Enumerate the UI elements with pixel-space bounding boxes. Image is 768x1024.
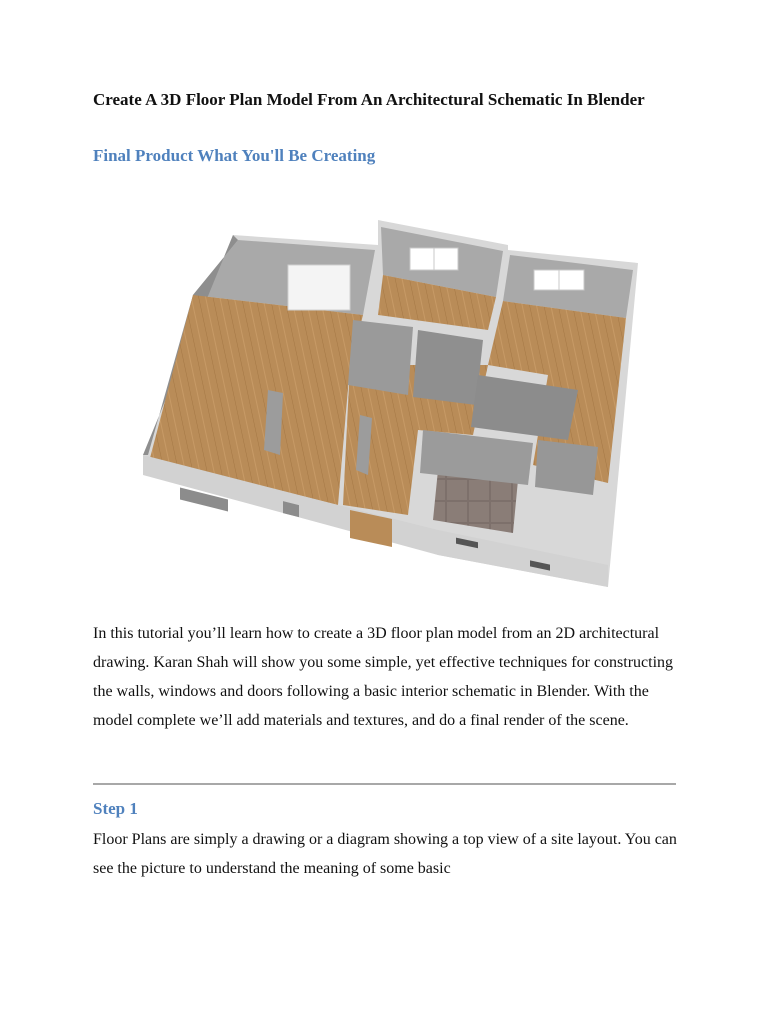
partition-wall-closet: [348, 320, 413, 395]
section-divider: [93, 783, 676, 785]
intro-paragraph: In this tutorial you’ll learn how to create a 3D floor plan model from an 2D architectural drawing. Karan Shah will show you some simple, yet effective techniques for constructing the walls, windows and doors following a basic interior schematic in Blender. With the model complete we’ll add materials and textures, and do a final render of the scene.: [93, 625, 674, 729]
partition-wall-center: [413, 330, 483, 405]
section-subtitle: Final Product What You'll Be Creating: [93, 146, 376, 165]
floor-plan-render-image: [138, 215, 638, 590]
small-room-wall: [535, 440, 598, 495]
window-living-room: [288, 265, 350, 310]
document-title: Create A 3D Floor Plan Model From An Architectural Schematic In Blender: [93, 90, 645, 109]
floor-plan-render-svg: [138, 215, 638, 590]
step-1-body: Floor Plans are simply a drawing or a diagram showing a top view of a site layout. You can see the picture to understand the meaning of some basic: [93, 831, 677, 877]
step-1-heading: Step 1: [93, 799, 138, 818]
